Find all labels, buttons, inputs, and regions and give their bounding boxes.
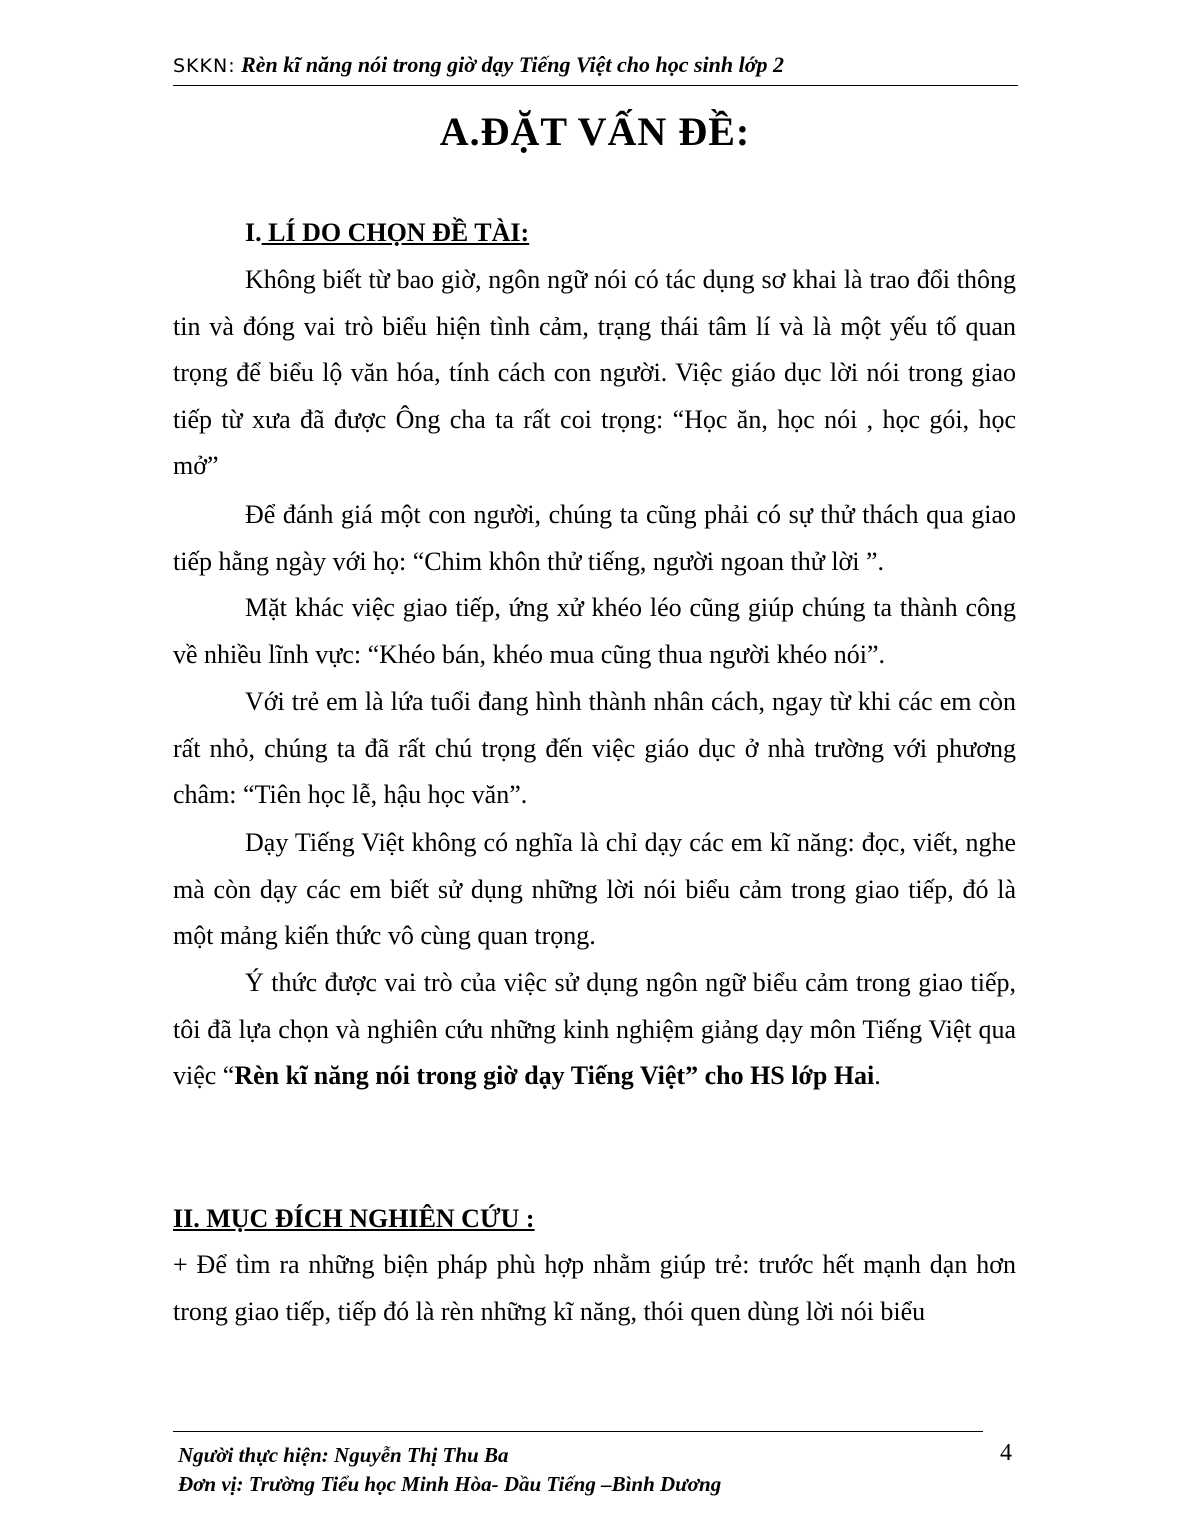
section-2-paragraph-1: + Để tìm ra những biện pháp phù hợp nhằm giúp trẻ: trước hết mạnh dạn hơn trong giao tiếp, tiếp đó là rèn những kĩ năng, thói quen dùng lời nói biểu — [173, 1250, 1016, 1326]
header-prefix: SKKN: — [173, 55, 236, 77]
section-1-paragraph-5: Dạy Tiếng Việt không có nghĩa là chỉ dạy các em kĩ năng: đọc, viết, nghe mà còn dạy các em biết sử dụng những lời nói biểu cảm trong giao tiếp, đó là một mảng kiến thức vô cùng quan trọng. — [173, 828, 1016, 950]
page-number: 4 — [1000, 1440, 1012, 1466]
section-2-heading — [173, 1204, 535, 1234]
page-title: A.ĐẶT VẤN ĐỀ: — [439, 109, 751, 154]
section-1-paragraph-4: Với trẻ em là lứa tuổi đang hình thành nhân cách, ngay từ khi các em còn rất nhỏ, chúng ta đã rất chú trọng đến việc giáo dục ở nhà trường với phương châm: “Tiên học lễ, hậu học văn”. — [173, 687, 1016, 809]
section-1-heading — [245, 218, 529, 248]
section-1-title: LÍ DO CHỌN ĐỀ TÀI: — [261, 218, 530, 247]
section-1-paragraph-2: Để đánh giá một con người, chúng ta cũng phải có sự thử thách qua giao tiếp hằng ngày với họ: “Chim khôn thử tiếng, người ngoan thử lời ”. — [173, 500, 1016, 576]
header-title: Rèn kĩ năng nói trong giờ dạy Tiếng Việt cho học sinh lớp 2 — [235, 52, 785, 77]
header-divider — [173, 85, 1018, 86]
section-1-paragraph-6: Ý thức được vai trò của việc sử dụng ngôn ngữ biểu cảm trong giao tiếp, tôi đã lựa chọn và nghiên cứu những kinh nghiệm giảng dạy môn Tiếng Việt qua việc “Rèn kĩ năng nói trong giờ dạy Tiếng Việt” cho HS lớp Hai. — [173, 968, 1016, 1090]
running-header — [173, 52, 1018, 78]
emphasis-text: Rèn kĩ năng nói trong giờ dạy Tiếng Việt” cho HS lớp Hai — [234, 1061, 875, 1090]
footer-unit: Đơn vị: Trường Tiểu học Minh Hòa- Dầu Tiếng –Bình Dương — [178, 1472, 722, 1496]
footer-author: Người thực hiện: Nguyễn Thị Thu Ba — [178, 1443, 509, 1467]
section-1-number: I. — [245, 218, 262, 247]
section-2-title: II. MỤC ĐÍCH NGHIÊN CỨU : — [173, 1204, 535, 1233]
section-1-paragraph-1: Không biết từ bao giờ, ngôn ngữ nói có tác dụng sơ khai là trao đổi thông tin và đóng vai trò biểu hiện tình cảm, trạng thái tâm lí và là một yếu tố quan trọng để biểu lộ văn hóa, tính cách con người. Việc giáo dục lời nói trong giao tiếp từ xưa đã được Ông cha ta rất coi trọng: “Học ăn, học nói , học gói, học mở” — [173, 265, 1016, 480]
footer-divider — [173, 1431, 983, 1432]
section-1-paragraph-3: Mặt khác việc giao tiếp, ứng xử khéo léo cũng giúp chúng ta thành công về nhiều lĩnh vực: “Khéo bán, khéo mua cũng thua người khéo nói”. — [173, 593, 1016, 669]
